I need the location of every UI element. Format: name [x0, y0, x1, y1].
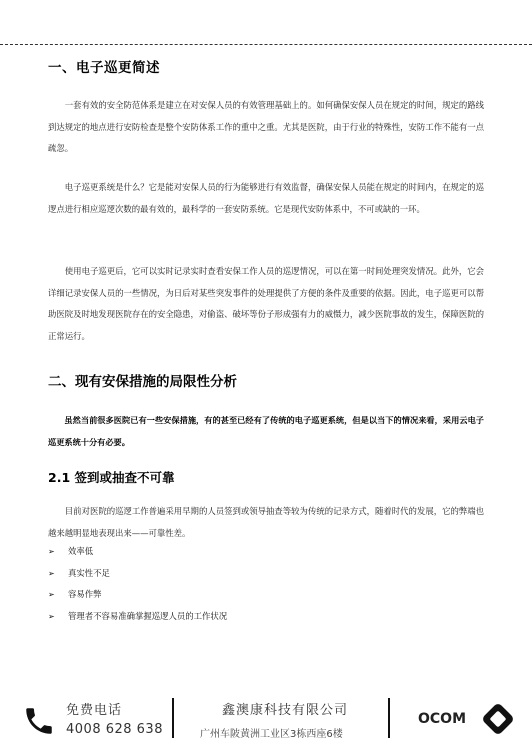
section1-heading: 一、电子巡更简述	[48, 60, 160, 76]
phone-icon	[22, 704, 56, 738]
arrow-bullet-icon: ➢	[48, 611, 55, 621]
phone-label: 免费电话	[66, 703, 123, 718]
ocom-logo-icon	[480, 701, 516, 737]
section21-paragraph: 目前对医院的巡逻工作普遍采用早期的人员签到或领导抽查等较为传统的记录方式，随着时代的发展，它的弊端也越来越明显地表现出来——可靠性差。	[48, 506, 484, 538]
section21-bullet-list	[48, 541, 488, 627]
footer-divider	[172, 698, 174, 738]
page-footer	[0, 688, 532, 747]
list-item: ➢ 真实性不足	[48, 563, 488, 585]
section2-heading: 二、现有安保措施的局限性分析	[48, 374, 237, 390]
footer-divider	[388, 698, 390, 738]
arrow-bullet-icon: ➢	[48, 547, 55, 556]
arrow-bullet-icon: ➢	[48, 568, 55, 578]
section1-paragraph-1: 一套有效的安全防范体系是建立在对安保人员的有效管理基础上的。如何确保安保人员在规定的时间，规定的路线到达规定的地点进行安防检查是整个安防体系工作的重中之重。尤其是医院，由于行业的特殊性，安防工作不能有一点疏忽。	[48, 100, 484, 153]
company-address: 广州车陂黄洲工业区3栋西座6楼	[200, 729, 343, 740]
section1-paragraph-2: 电子巡更系统是什么？它是能对安保人员的行为能够进行有效监督，确保安保人员能在规定的时间内，在规定的巡逻点进行相应巡逻次数的最有效的，最科学的一套安防系统。它是现代安防体系中，不可或缺的一环。	[48, 182, 484, 214]
section2-intro: 虽然当前很多医院已有一些安保措施，有的甚至已经有了传统的电子巡更系统，但是以当下的情况来看，采用云电子巡更系统十分有必要。	[48, 415, 484, 447]
page-top-border	[0, 44, 532, 45]
list-item: ➢ 效率低	[48, 541, 488, 563]
section1-paragraph-3: 使用电子巡更后，它可以实时记录实时查看安保工作人员的巡逻情况，可以在第一时间处理突发情况。此外，它会详细记录安保人员的一些情况，为日后对某些突发事件的处理提供了方便的条件及重要的依据。因此，电子巡更可以帮助医院及时地发现医院存在的安全隐患，对偷盗、破坏等份子形成强有力的威慑力，减少医院事故的发生，保障医院的正常运行。	[48, 266, 484, 341]
brand-name: OCOM	[418, 711, 467, 727]
arrow-bullet-icon: ➢	[48, 590, 55, 599]
company-name: 鑫澳康科技有限公司	[222, 703, 349, 718]
phone-number: 4008 628 638	[66, 722, 163, 737]
list-item: ➢ 容易作弊	[48, 584, 488, 606]
section21-heading: 2.1 签到或抽查不可靠	[48, 470, 175, 485]
list-item: ➢ 管理者不容易准确掌握巡逻人员的工作状况	[48, 606, 488, 628]
